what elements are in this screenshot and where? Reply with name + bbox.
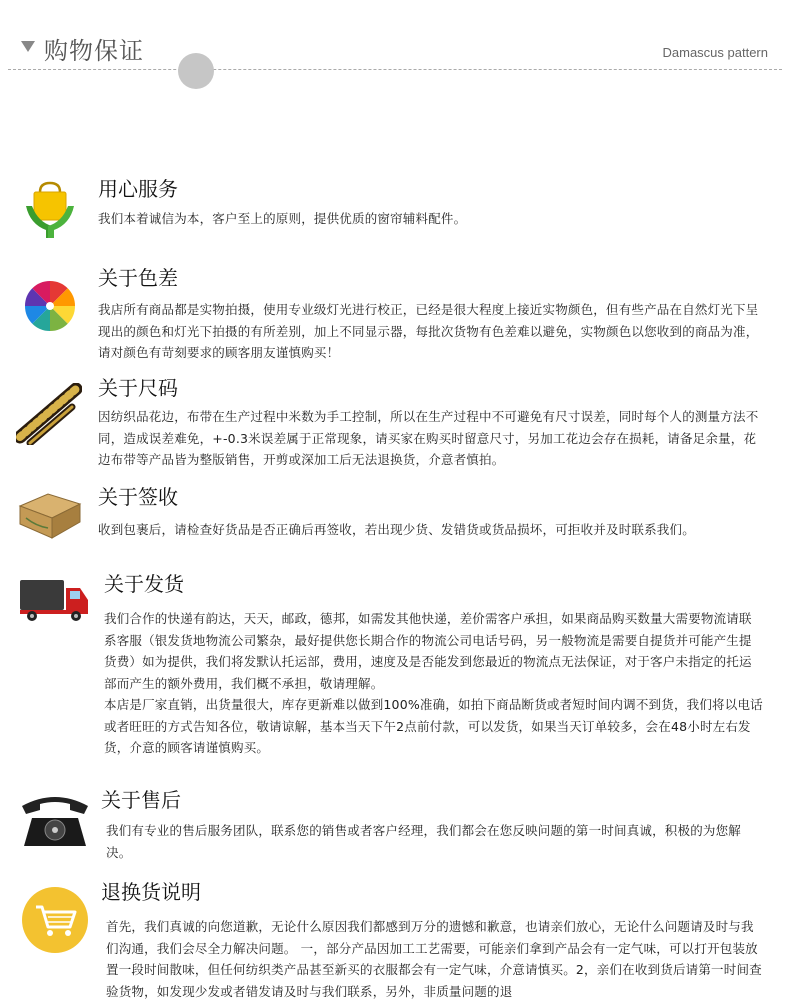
section-body	[104, 608, 764, 759]
section-body	[98, 519, 763, 541]
hands-shopping-bag-icon	[24, 180, 76, 242]
section-body	[98, 208, 768, 230]
color-wheel-icon	[24, 280, 76, 332]
page-subtitle: Damascus pattern	[662, 45, 768, 60]
section-title: 关于尺码	[98, 376, 178, 400]
section-title: 退换货说明	[101, 880, 201, 904]
delivery-truck-icon	[18, 578, 90, 622]
section-paragraph: 我们本着诚信为本，客户至上的原则，提供优质的窗帘辅料配件。	[98, 211, 467, 226]
dashed-divider	[8, 69, 782, 70]
section-body	[106, 820, 766, 863]
section-title: 关于发货	[104, 572, 184, 596]
triangle-down-icon	[21, 41, 35, 52]
section-paragraph: 我店所有商品都是实物拍摄，使用专业级灯光进行校正，已经是很大程度上接近实物颜色，但有些产品在自然灯光下呈现出的颜色和灯光下拍摄的有所差别，加上不同显示器，每批次货物有色差难以避免，实物颜色以您收到的商品为准，请对颜色有苛刻要求的顾客朋友谨慎购买！	[98, 302, 759, 360]
page-title: 购物保证	[44, 37, 144, 65]
shopping-cart-icon	[22, 887, 88, 953]
section-paragraph: 我们合作的快递有韵达，天天，邮政，德邦，如需发其他快递，差价需客户承担，如果商品购买数量大需要物流请联系客服（银发货地物流公司繁杂，最好提供您长期合作的物流公司电话号码，另一般物流是需要自提货并可能产生提货费）如为提供，我们将发默认托运部，费用，速度及是否能发到您最近的物流点无法保证，对于客户未指定的托运部而产生的额外费用，我们概不承担，敬请理解。	[104, 611, 752, 691]
section-title: 关于色差	[98, 266, 178, 290]
section-title: 关于签收	[98, 485, 178, 509]
section-paragraph: 因纺织品花边，布带在生产过程中米数为手工控制，所以在生产过程中不可避免有尺寸误差，同时每个人的测量方法不同，造成误差难免，+-0.3米误差属于正常现象，请买家在购买时留意尺寸，另加工花边会存在损耗，请备足余量，花边布带等产品皆为整版销售，开剪或深加工后无法退换货，介意者慎拍。	[98, 409, 759, 467]
section-title: 关于售后	[101, 788, 181, 812]
circle-dot-icon	[178, 53, 214, 89]
telephone-icon	[18, 792, 92, 850]
section-title: 用心服务	[98, 177, 178, 201]
package-box-icon	[18, 488, 82, 540]
section-paragraph: 我们有专业的售后服务团队，联系您的销售或者客户经理，我们都会在您反映问题的第一时间真诚，积极的为您解决。	[106, 823, 742, 860]
section-header	[0, 0, 790, 100]
section-body	[106, 916, 766, 1002]
section-paragraph: 本店是厂家直销，出货量很大，库存更新难以做到100%准确，如拍下商品断货或者短时间内调不到货，我们将以电话或者旺旺的方式告知各位，敬请谅解，基本当天下午2点前付款，可以发货，如果当天订单较多，会在48小时左右发货，介意的顾客请谨慎购买。	[104, 697, 763, 755]
section-paragraph: 收到包裹后，请检查好货品是否正确后再签收，若出现少货、发错货或货品损坏，可拒收并及时联系我们。	[98, 522, 695, 537]
section-body	[98, 406, 763, 471]
measuring-tape-icon	[16, 383, 82, 445]
section-body	[98, 299, 763, 364]
section-paragraph: 首先，我们真诚的向您道歉，无论什么原因我们都感到万分的遗憾和歉意，也请亲们放心，无论什么问题请及时与我们沟通，我们会尽全力解决问题。 一，部分产品因加工工艺需要，可能亲们拿到产品会有一定气味，可以打开包装放置一段时间散味，但任何纺织类产品甚至新买的衣服都会有一定气味，介意请慎买。2，亲们在收到货后请第一时间查验货物，如发现少发或者错发请及时与我们联系，另外，非质量问题的退	[106, 919, 762, 999]
